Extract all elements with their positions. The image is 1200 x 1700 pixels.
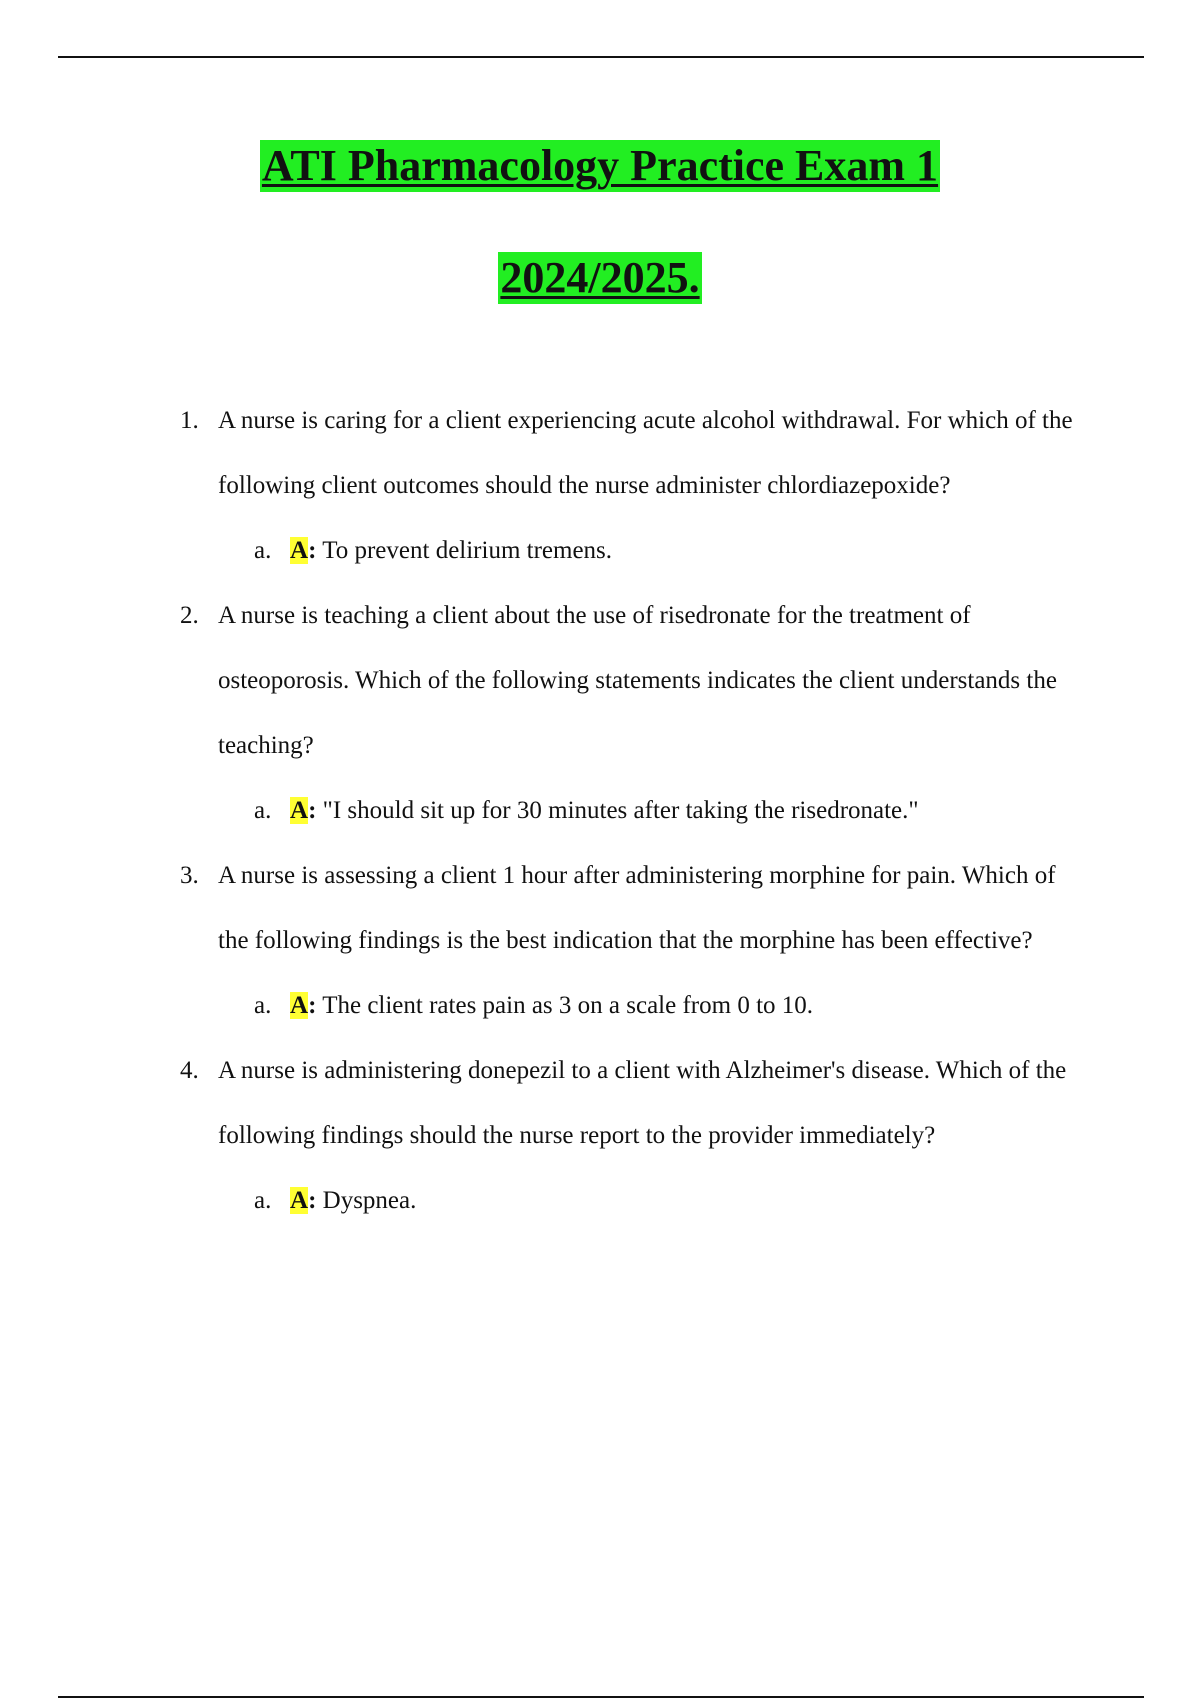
answer-item — [180, 518, 1080, 583]
question-item — [180, 388, 1080, 518]
answer-text: "I should sit up for 30 minutes after taking the risedronate." — [322, 797, 919, 824]
answer-marker: a. — [254, 797, 272, 824]
page-title: ATI Pharmacology Practice Exam 1 — [261, 141, 939, 190]
question-text: A nurse is teaching a client about the use of risedronate for the treatment of osteoporosis. Which of the following statements indicates the client understands the teaching? — [218, 602, 1057, 759]
answer-item — [180, 973, 1080, 1038]
answer-marker: a. — [254, 992, 272, 1019]
answer-colon: : — [308, 537, 317, 564]
answer-marker: a. — [254, 1187, 272, 1214]
question-list — [180, 388, 1080, 1233]
answer-label: A — [290, 1187, 309, 1214]
top-rule — [58, 56, 1144, 58]
answer-label: A — [290, 797, 309, 824]
answer-text: Dyspnea. — [322, 1187, 417, 1214]
question-item — [180, 1038, 1080, 1168]
question-number: 4. — [180, 1057, 199, 1084]
question-item — [180, 583, 1080, 778]
question-number: 3. — [180, 862, 199, 889]
answer-item — [180, 778, 1080, 843]
question-item — [180, 843, 1080, 973]
page-title-year: 2024/2025. — [500, 253, 700, 302]
answer-colon: : — [308, 1187, 317, 1214]
answer-text: The client rates pain as 3 on a scale from 0 to 10. — [322, 992, 814, 1019]
answer-text: To prevent delirium tremens. — [322, 537, 613, 564]
answer-item — [180, 1168, 1080, 1233]
answer-label: A — [290, 537, 309, 564]
title-block — [0, 140, 1200, 304]
question-text: A nurse is administering donepezil to a client with Alzheimer's disease. Which of the following findings should the nurse report to the provider immediately? — [218, 1057, 1067, 1149]
question-number: 1. — [180, 407, 199, 434]
answer-marker: a. — [254, 537, 272, 564]
answer-colon: : — [308, 992, 317, 1019]
question-text: A nurse is caring for a client experiencing acute alcohol withdrawal. For which of the following client outcomes should the nurse administer chlordiazepoxide? — [218, 407, 1073, 499]
answer-colon: : — [308, 797, 317, 824]
question-number: 2. — [180, 602, 199, 629]
answer-label: A — [290, 992, 309, 1019]
question-text: A nurse is assessing a client 1 hour after administering morphine for pain. Which of the following findings is the best indication that the morphine has been effective? — [218, 862, 1056, 954]
bottom-rule — [58, 1696, 1144, 1698]
